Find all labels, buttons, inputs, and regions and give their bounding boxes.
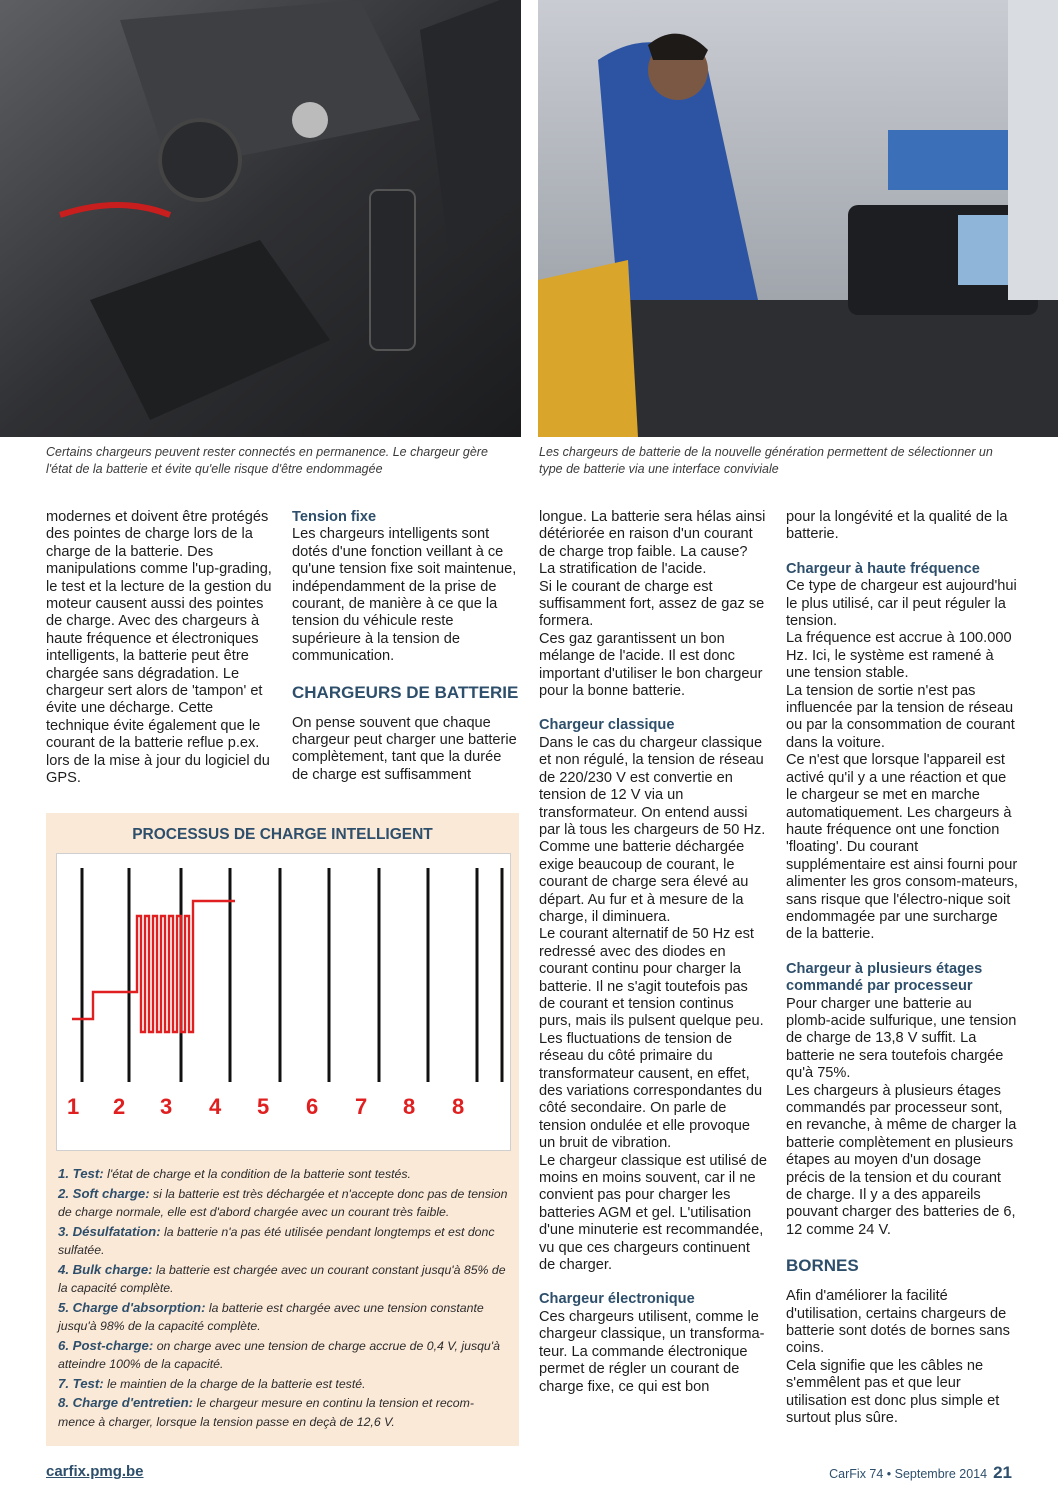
phase-label: 8 [403, 1094, 416, 1119]
step-label: 5. Charge d'absorption: [58, 1299, 206, 1315]
step-label: 1. Test: [58, 1166, 104, 1181]
footer-issue [829, 1463, 1012, 1483]
paragraph: Ces gaz garantissent un bon mélange de l'acide. Il est donc important d'utiliser le bon chargeur pour la bonne batterie. [539, 630, 763, 700]
issue-label: CarFix 74 • Septembre 2014 [829, 1467, 988, 1481]
step-item [58, 1375, 508, 1394]
paragraph: Le chargeur classique est utilisé de moins en moins souvent, car il ne convient pas pour charger les batteries AGM et gel. L'utilisation d'une minuterie est recommandée, vu que ces chargeurs continuent de charger. [539, 1152, 767, 1274]
step-item [58, 1337, 508, 1374]
section-heading: BORNES [786, 1256, 859, 1276]
subheading: Chargeur classique [539, 717, 675, 734]
step-label: 4. Bulk charge: [58, 1261, 153, 1277]
engine-bay-photo [0, 0, 521, 437]
charge-curve-line [72, 901, 235, 1032]
subheading: Chargeur électronique [539, 1291, 695, 1308]
step-list [58, 1165, 508, 1432]
step-label: 7. Test: [58, 1375, 104, 1391]
article-column-3 [539, 509, 767, 1396]
paragraph: On pense souvent que chaque chargeur peut charger une batterie complètement, tant que la durée de charge est suffisamment [292, 714, 517, 783]
phase-label: 8 [452, 1094, 465, 1119]
phase-label: 1 [67, 1094, 80, 1119]
section-heading: CHARGEURS DE BATTERIE [292, 682, 519, 702]
paragraph: Les chargeurs intelligents sont dotés d'une fonction veillant à ce qu'une tension fixe soit maintenue, indépendamment de la prise de courant, de manière à ce que la tension du véhicule reste supérieure à la tension de communication. [292, 526, 517, 665]
paragraph: Le courant alternatif de 50 Hz est redressé avec des diodes en courant continu pour charger la batterie. Il ne s'agit toutefois pas de courant et tension continus purs, mais ils pulsent quelque peu. Les fluctuations de tension de réseau du côté primaire du transformateur causent, en effet, des variations correspondantes du côté secondaire. On parle de tension ondulée et elle provoque un bruit de vibration. [539, 926, 764, 1152]
step-label: 3. Désulfatation: [58, 1223, 161, 1239]
paragraph: La tension de sortie n'est pas influencée par la tension de réseau ou par la consommation de courant dans la voiture. [786, 682, 1015, 751]
photo-caption-right: Les chargeurs de batterie de la nouvelle génération permettent de sélectionner un type de batterie via une interface conviviale [539, 445, 993, 476]
article-column-2 [292, 509, 520, 784]
subheading: Chargeur à plusieurs étages commandé par processeur [786, 960, 983, 995]
charge-process-box [46, 813, 519, 1446]
step-text: l'état de charge et la condition de la batterie sont testés. [107, 1167, 411, 1181]
paragraph: Cela signifie que les câbles ne s'emmêlent pas et que leur utilisation est donc plus simple et surtout plus sûre. [786, 1357, 1000, 1427]
paragraph: Dans le cas du chargeur classique et non régulé, la tension de réseau de 220/230 V est convertie en tension de 12 V via un transformateur. On entend aussi par là tous les chargeurs de 50 Hz. Comme une batterie déchargée exige beaucoup de courant, le courant de charge sera élevé au départ. Au fur et à mesure de la charge, il diminuera. [539, 734, 766, 925]
step-text: le chargeur mesure en continu la tension et recom-mence à charger, lorsque la tension passe en deçà de 12,6 V. [58, 1396, 474, 1429]
step-text: la batterie est chargée avec une tension constante jusqu'à 98% de la capacité complète. [58, 1300, 484, 1333]
phase-label: 3 [160, 1094, 173, 1119]
charge-process-svg [57, 854, 510, 1150]
step-text: la batterie est chargée avec un courant constant jusqu'à 85% de la capacité complète. [58, 1262, 506, 1295]
paragraph: Les chargeurs à plusieurs étages commandés par processeur sont, en revanche, à même de charger la batterie complètement en plusieurs étapes au moyen d'un dosage précis de la tension et du courant de charge. Il y a des appareils pouvant charger des batteries de 6, 12 comme 24 V. [786, 1082, 1017, 1238]
photo-caption-left: Certains chargeurs peuvent rester connectés en permanence. Le chargeur gère l'état de la batterie et évite qu'elle risque d'être endommagée [46, 445, 488, 476]
paragraph: La fréquence est accrue à 100.000 Hz. Ici, le système est ramené à une tension stable. [786, 630, 1012, 682]
step-item [58, 1261, 508, 1298]
step-item [58, 1185, 508, 1222]
mechanic-photo [538, 0, 1058, 437]
paragraph: pour la longévité et la qualité de la batterie. [786, 509, 1008, 543]
step-item [58, 1165, 508, 1184]
phase-label: 6 [306, 1094, 319, 1119]
paragraph: Ces chargeurs utilisent, comme le chargeur classique, un transforma-teur. La commande électronique permet de régler un courant de charge fixe, ce qui est bon [539, 1308, 765, 1395]
box-title: PROCESSUS DE CHARGE INTELLIGENT [132, 826, 433, 843]
step-text: on charge avec une tension de charge accrue de 0,4 V, jusqu'à atteindre 100% de la capacité. [58, 1338, 500, 1371]
paragraph: Afin d'améliorer la facilité d'utilisation, certains chargeurs de batterie sont dotés de bornes sans coins. [786, 1288, 1010, 1357]
step-text: la batterie n'a pas été utilisée pendant longtemps et est donc sulfatée. [58, 1224, 495, 1257]
article-column-4 [786, 509, 1018, 1428]
step-text: le maintien de la charge de la batterie est testé. [107, 1376, 366, 1391]
paragraph: Ce type de chargeur est aujourd'hui le plus utilisé, car il peut réguler la tension. [786, 578, 1017, 630]
paragraph: modernes et doivent être protégés des pointes de charge lors de la charge de la batterie. Des manipulations comme l'up-grading, le test et la lecture de la gestion du moteur causent aussi des pointes de charge. Avec des chargeurs à haute fréquence et électroniques intelligents, la batterie peut être chargée sans dégradation. Le chargeur sert alors de 'tampon' et évite une décharge. Cette technique évite également que le courant de la batterie reflue p.ex. lors de la mise à jour du logiciel du GPS. [46, 509, 272, 787]
footer-site-link[interactable]: carfix.pmg.be [46, 1463, 144, 1480]
article-column-1 [46, 509, 274, 788]
page-number: 21 [993, 1463, 1012, 1482]
charge-process-chart [56, 853, 511, 1151]
phase-label: 7 [355, 1094, 368, 1119]
step-item [58, 1299, 508, 1336]
phase-label: 5 [257, 1094, 270, 1119]
paragraph: Si le courant de charge est suffisamment fort, assez de gaz se formera. [539, 578, 765, 630]
step-text: si la batterie est très déchargée et n'accepte donc pas de tension de charge normale, elle est d'abord chargée avec un courant très faible. [58, 1186, 508, 1219]
paragraph: Pour charger une batterie au plomb-acide sulfurique, une tension de charge de 13,8 V suffit. La batterie ne sera toutefois chargée qu'à 75%. [786, 995, 1017, 1082]
step-item [58, 1394, 508, 1431]
step-label: 6. Post-charge: [58, 1337, 154, 1353]
step-label: 8. Charge d'entretien: [58, 1395, 194, 1410]
step-item [58, 1223, 508, 1260]
paragraph: longue. La batterie sera hélas ainsi détériorée en raison d'un courant de charge trop faible. La cause? La stratification de l'acide. [539, 509, 766, 578]
subheading: Chargeur à haute fréquence [786, 560, 980, 577]
step-label: 2. Soft charge: [58, 1185, 150, 1201]
paragraph: Ce n'est que lorsque l'appareil est activé qu'il y a une réaction et que le chargeur se met en marche automatiquement. Les chargeurs à haute fréquence ont une fonction 'floating'. Du courant supplémentaire est ainsi fourni pour alimenter les gros consom-mateurs, sans risque que l'électro-nique soit endommagée par une surcharge de la batterie. [786, 752, 1018, 943]
subheading: Tension fixe [292, 509, 377, 525]
phase-label: 4 [209, 1094, 222, 1119]
phase-label: 2 [113, 1094, 126, 1119]
